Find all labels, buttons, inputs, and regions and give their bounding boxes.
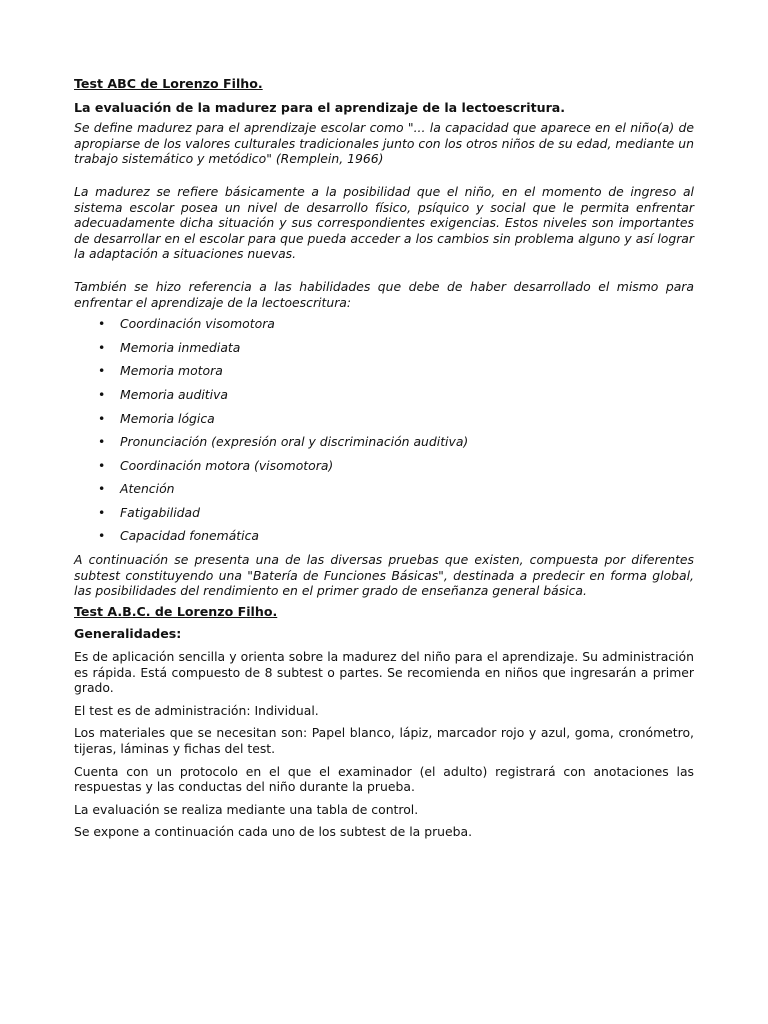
- bullet: •: [98, 528, 106, 544]
- doc-title: Test ABC de Lorenzo Filho.: [74, 76, 263, 91]
- skill-label: Memoria lógica: [120, 410, 215, 426]
- skill-label: Coordinación motora (visomotora): [120, 457, 334, 473]
- paragraph-maturity: La madurez se refiere básicamente a la posibilidad que el niño, en el momento de ingreso al sistema escolar posea un nivel de desarrollo físico, psíquico y social que le permita enfrentar adecuadamente dicha situación y sus correspondientes exigencias. Estos niveles son importantes de desarrollar en el escolar para que pueda acceder a los cambios sin problema alguno y así lograr la adaptación a situaciones nuevas.: [74, 183, 694, 262]
- skill-label: Memoria auditiva: [120, 386, 229, 402]
- paragraph-battery: A continuación se presenta una de las diversas pruebas que existen, compuesta por diferentes subtest constituyendo una "Batería de Funciones Básicas", destinada a predecir en forma global, las posibilidades del rendimiento en el primer grado de enseñanza general básica.: [74, 552, 694, 599]
- skill-label: Coordinación visomotora: [120, 316, 275, 332]
- skills-list: [74, 316, 694, 552]
- list-item: [74, 458, 694, 482]
- bullet: •: [98, 434, 106, 450]
- bullet: •: [98, 410, 106, 426]
- skill-label: Fatigabilidad: [120, 504, 200, 520]
- paragraph-subtests: Se expone a continuación cada uno de los subtest de la prueba.: [74, 824, 473, 840]
- skill-label: Memoria inmediata: [120, 339, 241, 355]
- list-item: [74, 411, 694, 435]
- paragraph-administration: El test es de administración: Individual.: [74, 702, 319, 718]
- list-item: [74, 387, 694, 411]
- list-item: [74, 528, 694, 552]
- section-subtitle: Generalidades:: [74, 626, 182, 642]
- bullet: •: [98, 339, 106, 355]
- bullet: •: [98, 386, 106, 402]
- skill-label: Capacidad fonemática: [120, 528, 260, 544]
- list-item: [74, 481, 694, 505]
- list-item: [74, 505, 694, 529]
- bullet: •: [98, 363, 106, 379]
- list-item: [74, 316, 694, 340]
- section-title: Test A.B.C. de Lorenzo Filho.: [74, 603, 278, 619]
- paragraph-protocol: Cuenta con un protocolo en el que el examinador (el adulto) registrará con anotaciones las respuestas y las conductas del niño durante la prueba.: [74, 763, 694, 795]
- bullet: •: [98, 481, 106, 497]
- paragraph-evaluation: La evaluación se realiza mediante una tabla de control.: [74, 801, 419, 817]
- paragraph-materials: Los materiales que se necesitan son: Papel blanco, lápiz, marcador rojo y azul, goma, cronómetro, tijeras, láminas y fichas del test.: [74, 725, 694, 756]
- skill-label: Memoria motora: [120, 363, 223, 379]
- document-page: [74, 76, 694, 847]
- paragraph-application: Es de aplicación sencilla y orienta sobre la madurez del niño para el aprendizaje. Su administración es rápida. Está compuesto de 8 subtest o partes. Se recomienda en niños que ingresarán a primer grado.: [74, 649, 694, 696]
- bullet: •: [98, 457, 106, 473]
- list-item: [74, 434, 694, 458]
- bullet: •: [98, 504, 106, 520]
- bullet: •: [98, 316, 106, 332]
- skill-label: Pronunciación (expresión oral y discriminación auditiva): [120, 434, 469, 450]
- paragraph-definition: Se define madurez para el aprendizaje escolar como "... la capacidad que aparece en el niño(a) de apropiarse de los valores culturales tradicionales junto con los otros niños de su edad, mediante un trabajo sistemático y metódico" (Remplein, 1966): [74, 120, 694, 167]
- list-item: [74, 363, 694, 387]
- skill-label: Atención: [120, 481, 175, 497]
- doc-subtitle: La evaluación de la madurez para el aprendizaje de la lectoescritura.: [74, 99, 566, 115]
- paragraph-skills-intro: También se hizo referencia a las habilidades que debe de haber desarrollado el mismo para enfrentar el aprendizaje de la lectoescritura:: [74, 278, 694, 310]
- list-item: [74, 340, 694, 364]
